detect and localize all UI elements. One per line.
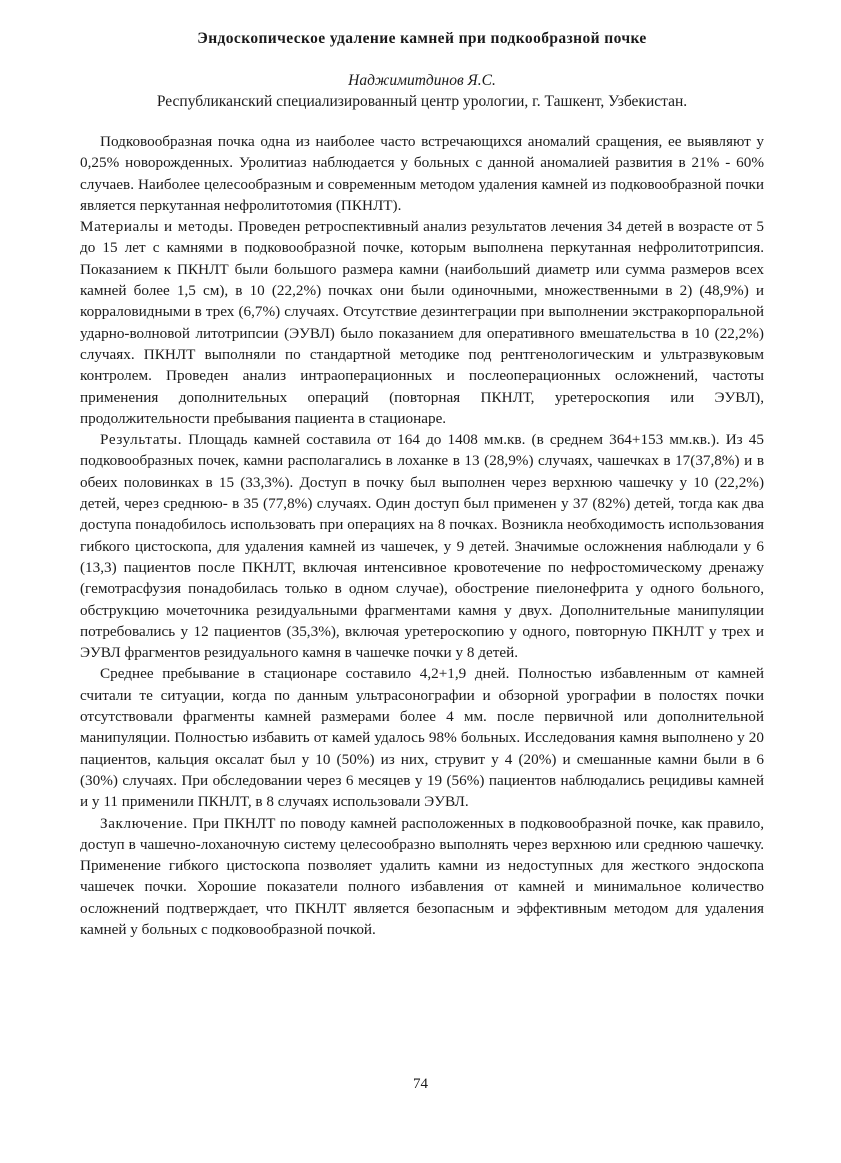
intro-text: Подковообразная почка одна из наиболее часто встречающихся аномалий сращения, ее выявляют у 0,25% новорожденных. Уролитиаз наблюдается у больных с данной аномалией развития в 21% - 60% случаев. Наиболее целесообразным и современным методом удаления камней из подковообразной почки является перкутанная нефролитотомия (ПКНЛТ). <box>80 133 764 214</box>
conclusion-label: Заключение. <box>100 814 188 832</box>
stay-paragraph <box>80 663 764 812</box>
author-affiliation: Республиканский специализированный центр урологии, г. Ташкент, Узбекистан. <box>156 93 688 110</box>
conclusion-paragraph <box>80 813 764 941</box>
methods-paragraph <box>80 216 764 429</box>
paper-title: Эндоскопическое удаление камней при подкообразной почке <box>197 30 647 47</box>
page <box>80 28 764 940</box>
results-paragraph <box>80 429 764 663</box>
results-text: Площадь камней составила от 164 до 1408 мм.кв. (в среднем 364+153 мм.кв.). Из 45 подковообразных почек, камни располагались в лоханке в 13 (28,9%) случаях, чашечках в 17(37,8%) и в обеих половинках в 15 (33,3%). Доступ в почку был выполнен через верхнюю чашечку у 10 (22,2%) детей, через среднюю- в 35 (77,8%) случаях. Один доступ был применен у 37 (82%) детей, тогда как два доступа понадобилось использовать при операциях на 8 почках. Возникла необходимость использования гибкого цистоскопа, для удаления камней из чашечек, у 9 детей. Значимые осложнения наблюдали у 6 (13,3) пациентов после ПКНЛТ, включая интенсивное кровотечение по нефростомическому дренажу (гемотрасфузия понадобилась только в одном случае), обострение пиелонефрита у одного больного, обструкцию мочеточника резидуальными фрагментами камня у двух. Дополнительные манипуляции потребовались у 12 пациентов (35,3%), включая уретероскопию у одного, повторную ПКНЛТ у трех и ЭУВЛ фрагментов резидуального камня в чашечке почки у 8 детей. <box>80 431 764 662</box>
results-label: Результаты. <box>100 431 183 449</box>
conclusion-text: При ПКНЛТ по поводу камней расположенных в подковообразной почке, как правило, доступ в чашечно-лоханочную систему целесообразно выполнять через верхнюю или среднюю чашечку. Применение гибкого цистоскопа позволяет удалить камни из недоступных для жесткого эндоскопа чашечек почки. Хорошие показатели полного избавления от камней и минимальное количество осложнений подтверждает, что ПКНЛТ является безопасным и эффективным методом для удаления камней у больных с подковообразной почкой. <box>80 814 764 938</box>
page-number: 74 <box>413 1076 428 1092</box>
abstract-body <box>80 131 764 940</box>
methods-text: Проведен ретроспективный анализ результатов лечения 34 детей в возрасте от 5 до 15 лет с камнями в подковообразной почке, которым выполнена перкутанная нефролитотрипсия. Показанием к ПКНЛТ были большого размера камни (наибольший диаметр или сумма размеров всех камней более 1,5 см), в 10 (22,2%) почках они были одиночными, множественными в 2) (48,9%) и корраловидными в трех (6,7%) случаях. Отсутствие дезинтеграции при выполнении экстракорпоральной ударно-волновой литотрипсии (ЭУВЛ) было показанием для оперативного вмешательства в 10 (22,2%) случаях. ПКНЛТ выполняли по стандартной методике под рентгенологическим и ультразвуковым контролем. Проведен анализ интраоперационных и послеоперационных осложнений, частоты применения дополнительных операций (повторная ПКНЛТ, уретероскопия или ЭУВЛ), продолжительности пребывания пациента в стационаре. <box>80 218 764 427</box>
stay-text: Среднее пребывание в стационаре составило 4,2+1,9 дней. Полностью избавленным от камней считали те ситуации, когда по данным ультрасонографии и обзорной урографии в полостях почки отсутствовали фрагменты камней размерами более 4 мм. после первичной или дополнительной манипуляции. Полностью избавить от камей удалось 98% больных. Исследования камня выполнено у 20 пациентов, кальция оксалат был у 10 (50%) из них, струвит у 4 (20%) и смешанные камни были в 6 (30%) случаях. При обследовании через 6 месяцев у 19 (56%) пациентов наблюдались рецидивы камней и у 11 применили ПКНЛТ, в 8 случаях использовали ЭУВЛ. <box>80 665 764 811</box>
intro-paragraph <box>80 131 764 216</box>
author-name: Наджимитдинов Я.С. <box>348 72 496 89</box>
methods-label: Материалы и методы. <box>80 218 234 236</box>
